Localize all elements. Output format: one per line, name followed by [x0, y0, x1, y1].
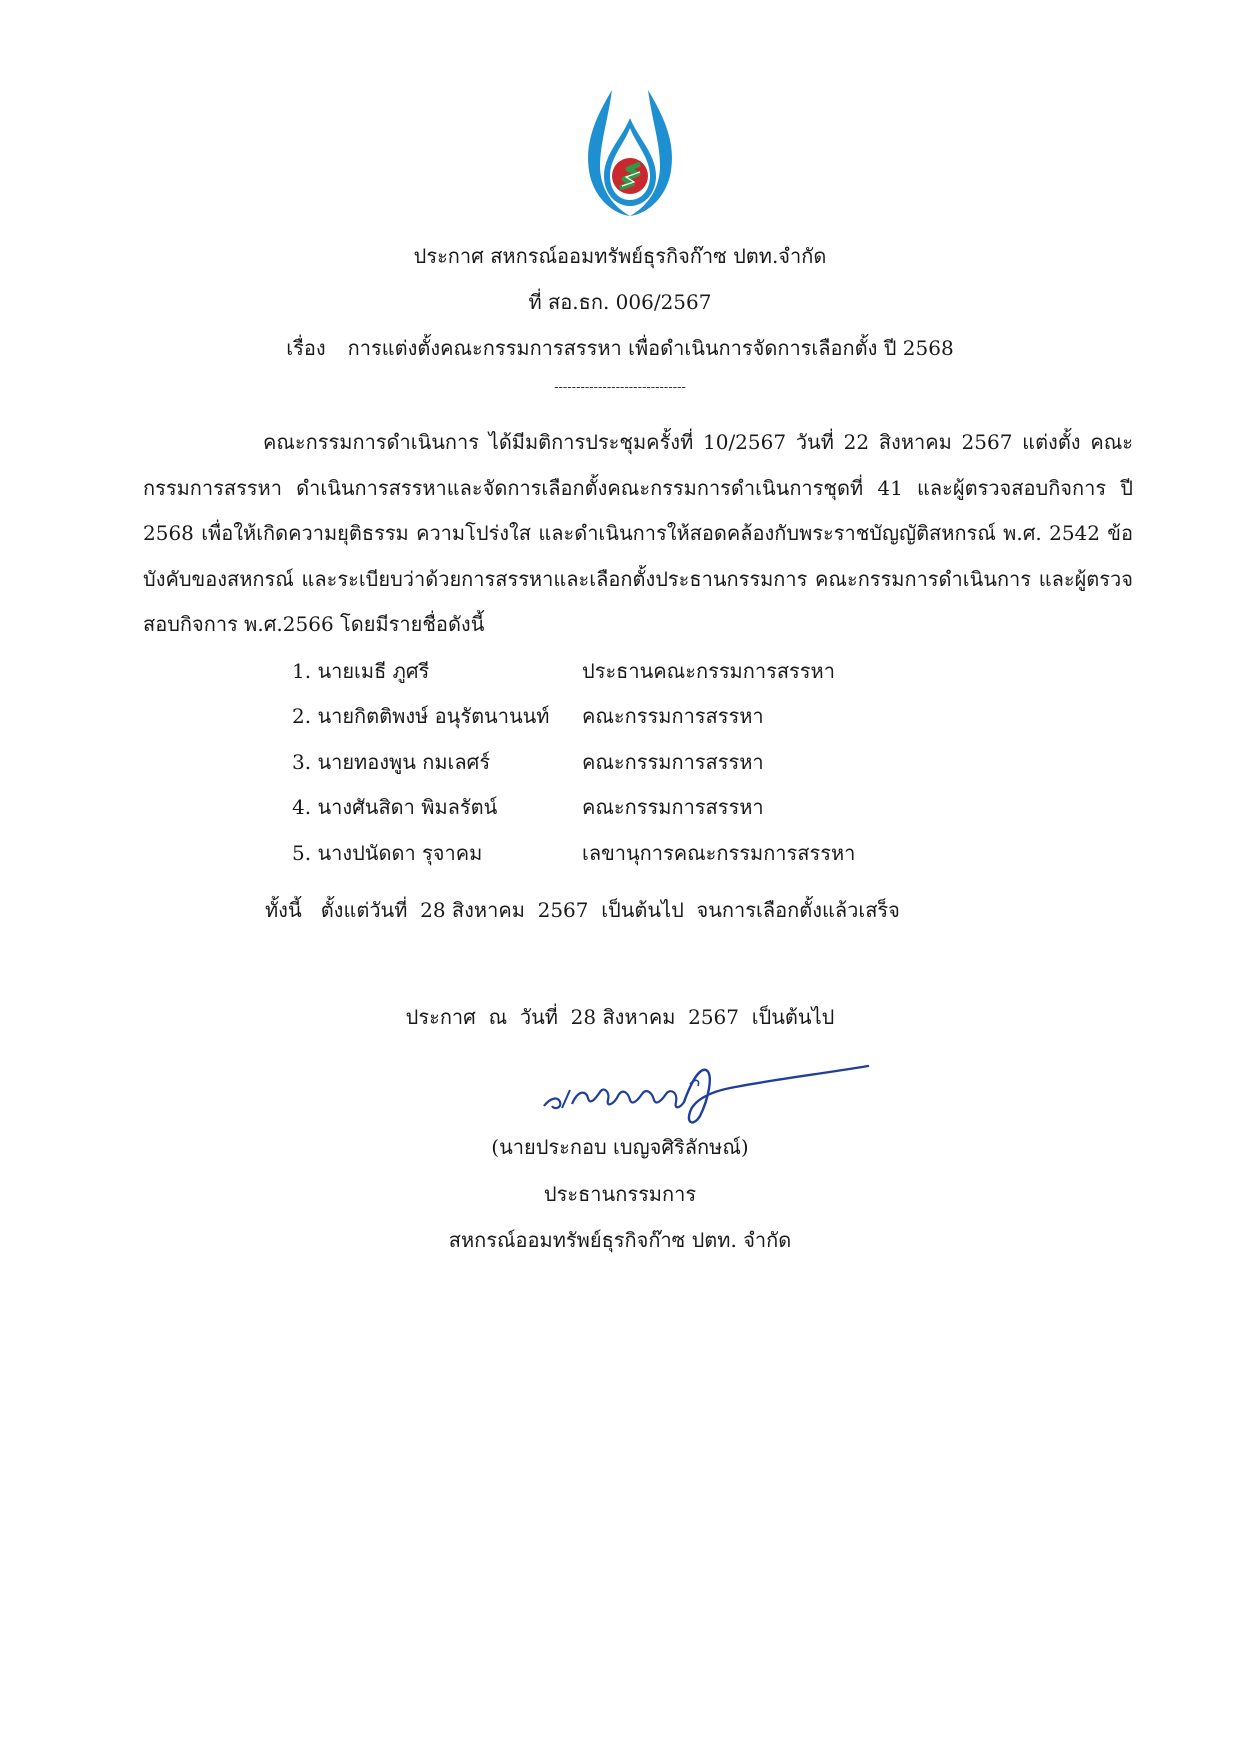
list-item [292, 694, 992, 740]
member-name: 1. นายเมธี ภูศรี [292, 658, 430, 683]
member-role: คณะกรรมการสรรหา [582, 795, 764, 820]
member-name: 3. นายทองพูน กมเลศร์ [292, 749, 491, 774]
list-item [292, 785, 992, 831]
member-role: ประธานคณะกรรมการสรรหา [582, 658, 835, 683]
member-name: 5. นางปนัดดา รุจาคม [292, 840, 483, 865]
member-role: คณะกรรมการสรรหา [582, 749, 764, 774]
member-role: เลขานุการคณะกรรมการสรรหา [582, 840, 856, 865]
effective-period: ทั้งนี้ ตั้งแต่วันที่ 28 สิงหาคม 2567 เป็นต้นไป จนการเลือกตั้งแล้วเสร็จ [265, 898, 900, 922]
subject-label: เรื่อง [286, 336, 326, 360]
divider: ------------------------------ [554, 380, 686, 395]
subject-line [0, 334, 1240, 362]
cooperative-logo [582, 88, 678, 218]
list-item [292, 739, 992, 785]
signatory-name: (นายประกอบ เบญจศิริลักษณ์) [491, 1135, 749, 1159]
signature [540, 1050, 870, 1130]
subject-text: การแต่งตั้งคณะกรรมการสรรหา เพื่อดำเนินการจัดการเลือกตั้ง ปี 2568 [347, 336, 954, 360]
announcement-number: ที่ สอ.ธก. 006/2567 [528, 290, 712, 314]
list-item [292, 830, 992, 876]
announce-date: ประกาศ ณ วันที่ 28 สิงหาคม 2567 เป็นต้นไป [405, 1005, 835, 1029]
member-role: คณะกรรมการสรรหา [582, 704, 764, 729]
signatory-organization: สหกรณ์ออมทรัพย์ธุรกิจก๊าซ ปตท. จำกัด [448, 1228, 792, 1252]
paragraph-text: คณะกรรมการดำเนินการ ได้มีมติการประชุมครั้งที่ 10/2567 วันที่ 22 สิงหาคม 2567 แต่งตั้ง คณะกรรมการสรรหา ดำเนินการสรรหาและจัดการเลือกตั้งคณะกรรมการดำเนินการชุดที่ 41 และผู้ตรวจสอบกิจการ ปี 2568 เพื่อให้เกิดความยุติธรรม ความโปร่งใส และดำเนินการให้สอดคล้องกับพระราชบัญญัติสหกรณ์ พ.ศ. 2542 ข้อบังคับของสหกรณ์ และระเบียบว่าด้วยการสรรหาและเลือกตั้งประธานกรรมการ คณะกรรมการดำเนินการ และผู้ตรวจสอบกิจการ พ.ศ.2566 โดยมีรายชื่อดังนี้ [143, 430, 1133, 636]
list-item [292, 648, 992, 694]
member-list [292, 648, 992, 876]
signatory-position: ประธานกรรมการ [543, 1182, 697, 1206]
announcement-title: ประกาศ สหกรณ์ออมทรัพย์ธุรกิจก๊าซ ปตท.จำกัด [413, 244, 827, 268]
member-name: 2. นายกิตติพงษ์ อนุรัตนานนท์ [292, 704, 550, 729]
member-name: 4. นางศันสิดา พิมลรัตน์ [292, 795, 498, 820]
body-paragraph [143, 420, 1133, 648]
